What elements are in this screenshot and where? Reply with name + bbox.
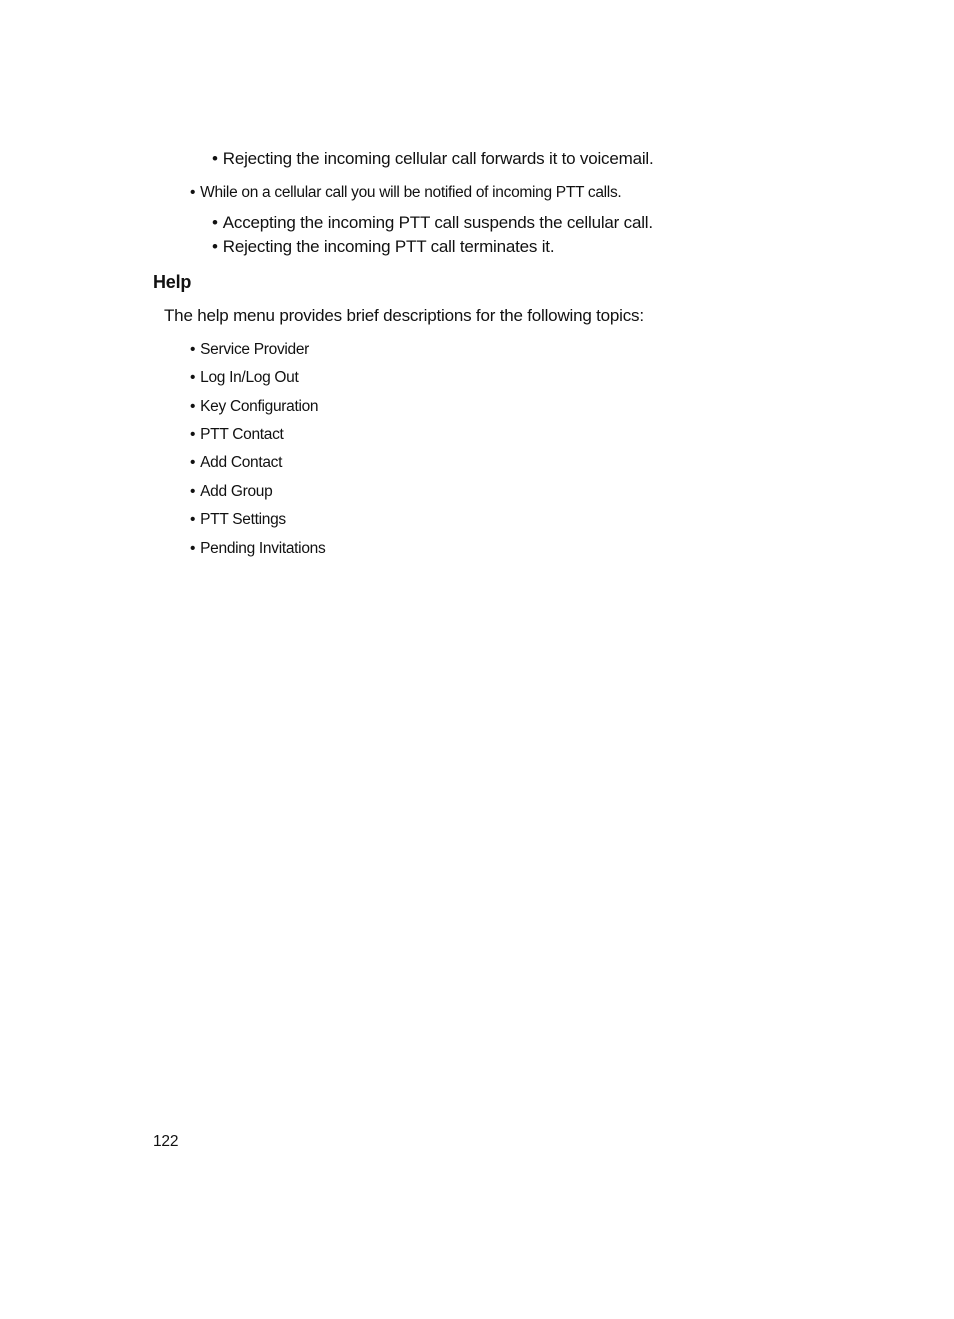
bullet-icon: • [190, 540, 196, 557]
topic-label: Pending Invitations [200, 540, 326, 557]
sub-bullet-item [212, 238, 554, 255]
bullet-icon: • [190, 369, 196, 386]
list-item [190, 512, 286, 528]
bullet-icon: • [190, 184, 196, 201]
list-item [190, 484, 272, 500]
topic-label: Log In/Log Out [200, 369, 299, 386]
section-intro: The help menu provides brief descriptions for the following topics: [164, 306, 644, 325]
bullet-icon: • [190, 454, 196, 471]
topic-label: PTT Contact [200, 426, 284, 443]
topic-label: Service Provider [200, 341, 310, 358]
sub-bullet-text: Accepting the incoming PTT call suspends the cellular call. [222, 213, 653, 232]
bullet-icon: • [212, 149, 218, 168]
sub-bullet-item [212, 214, 653, 231]
list-item [190, 455, 282, 471]
topic-label: Add Group [200, 483, 273, 500]
section-heading: Help [153, 272, 192, 292]
topic-label: PTT Settings [200, 511, 286, 528]
bullet-icon: • [212, 213, 218, 232]
sub-bullet-text: Rejecting the incoming cellular call forwards it to voicemail. [222, 149, 654, 168]
sub-bullet-item [212, 150, 654, 167]
topic-label: Add Contact [200, 454, 283, 471]
list-item [190, 427, 284, 443]
sub-bullet-text: Rejecting the incoming PTT call terminates it. [222, 237, 555, 256]
bullet-icon: • [212, 237, 218, 256]
bullet-text: While on a cellular call you will be notified of incoming PTT calls. [200, 184, 622, 201]
list-item [190, 399, 318, 415]
bullet-icon: • [190, 398, 196, 415]
bullet-icon: • [190, 426, 196, 443]
page-number: 122 [153, 1133, 179, 1150]
bullet-icon: • [190, 483, 196, 500]
list-item [190, 541, 325, 557]
topic-label: Key Configuration [200, 398, 319, 415]
list-item [190, 342, 309, 358]
bullet-item [190, 185, 621, 201]
list-item [190, 370, 299, 386]
bullet-icon: • [190, 341, 196, 358]
bullet-icon: • [190, 511, 196, 528]
